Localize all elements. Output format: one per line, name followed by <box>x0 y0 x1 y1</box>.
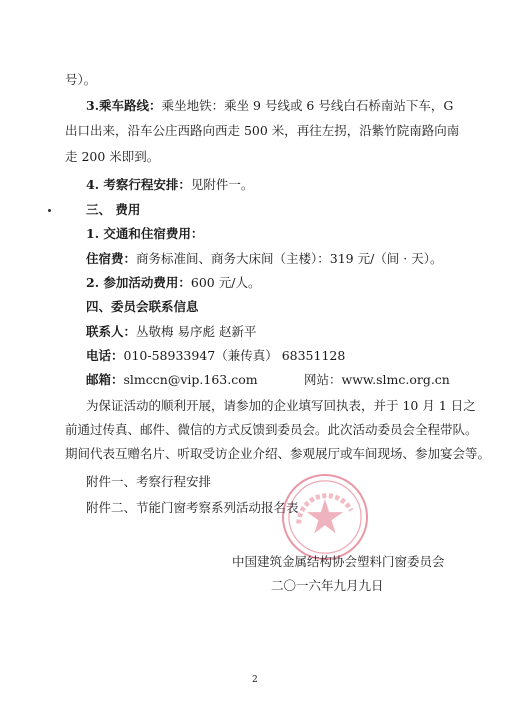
ink-dot <box>48 209 51 212</box>
contact-names: 丛敬梅 易序彪 赵新平 <box>136 324 257 339</box>
activity-fee-text: 600 元/人。 <box>190 275 261 290</box>
signature-organization: 中国建筑金属结构协会塑料门窗委员会 <box>232 554 445 569</box>
phone-label: 电话： <box>86 348 124 363</box>
website-text: 网站：www.slmc.org.cn <box>304 372 450 387</box>
activity-fee-label: 2. 参加活动费用： <box>86 275 191 290</box>
section-heading-fees: 三、 费用 <box>86 202 141 217</box>
email-line <box>86 372 258 388</box>
phone-text: 010-58933947（兼传真） 68351128 <box>123 348 346 363</box>
route-label: 3.乘车路线： <box>86 98 162 113</box>
lodging-text: 商务标准间、商务大床间（主楼）：319 元/（间 · 天）。 <box>136 251 443 266</box>
lodging-line <box>86 251 442 267</box>
itinerary-text: 见附件一。 <box>190 177 254 192</box>
subheading-transport: 1. 交通和住宿费用： <box>86 226 204 241</box>
email-address: slmccn@vip.163.com <box>123 372 258 387</box>
itinerary-label: 4. 考察行程安排： <box>86 177 191 192</box>
itinerary-line <box>86 177 253 193</box>
text-line: 期间代表互赠名片、听取受访企业介绍、参观展厅或车间现场、参加宴会等。 <box>65 446 491 461</box>
route-line <box>86 98 453 114</box>
route-text: 乘坐地铁：乘坐 9 号线或 6 号线白石桥南站下车，G <box>161 98 454 113</box>
text-line: 走 200 米即到。 <box>65 149 160 164</box>
email-label: 邮箱： <box>86 372 124 387</box>
activity-fee-line <box>86 275 260 291</box>
text-line: 出口出来，沿车公庄西路向西走 500 米，再往左拐，沿紫竹院南路向南 <box>65 123 460 138</box>
page-number: 2 <box>252 675 258 685</box>
contact-label: 联系人： <box>86 324 137 339</box>
attachment-2: 附件二、节能门窗考察系列活动报名表 <box>86 500 299 515</box>
text-line: 前通过传真、邮件、微信的方式反馈到委员会。此次活动委员会全程带队。 <box>65 422 478 437</box>
attachment-1: 附件一、考察行程安排 <box>86 474 212 489</box>
contact-line <box>86 324 256 340</box>
section-heading-contact: 四、委员会联系信息 <box>86 299 199 314</box>
phone-line <box>86 348 345 364</box>
text-line: 为保证活动的顺利开展，请参加的企业填写回执表，并于 10 月 1 日之 <box>86 398 476 413</box>
lodging-label: 住宿费： <box>86 251 137 266</box>
text-line: 号）。 <box>65 72 97 87</box>
red-seal-stamp <box>282 474 368 560</box>
signature-date: 二〇一六年九月九日 <box>271 578 384 593</box>
